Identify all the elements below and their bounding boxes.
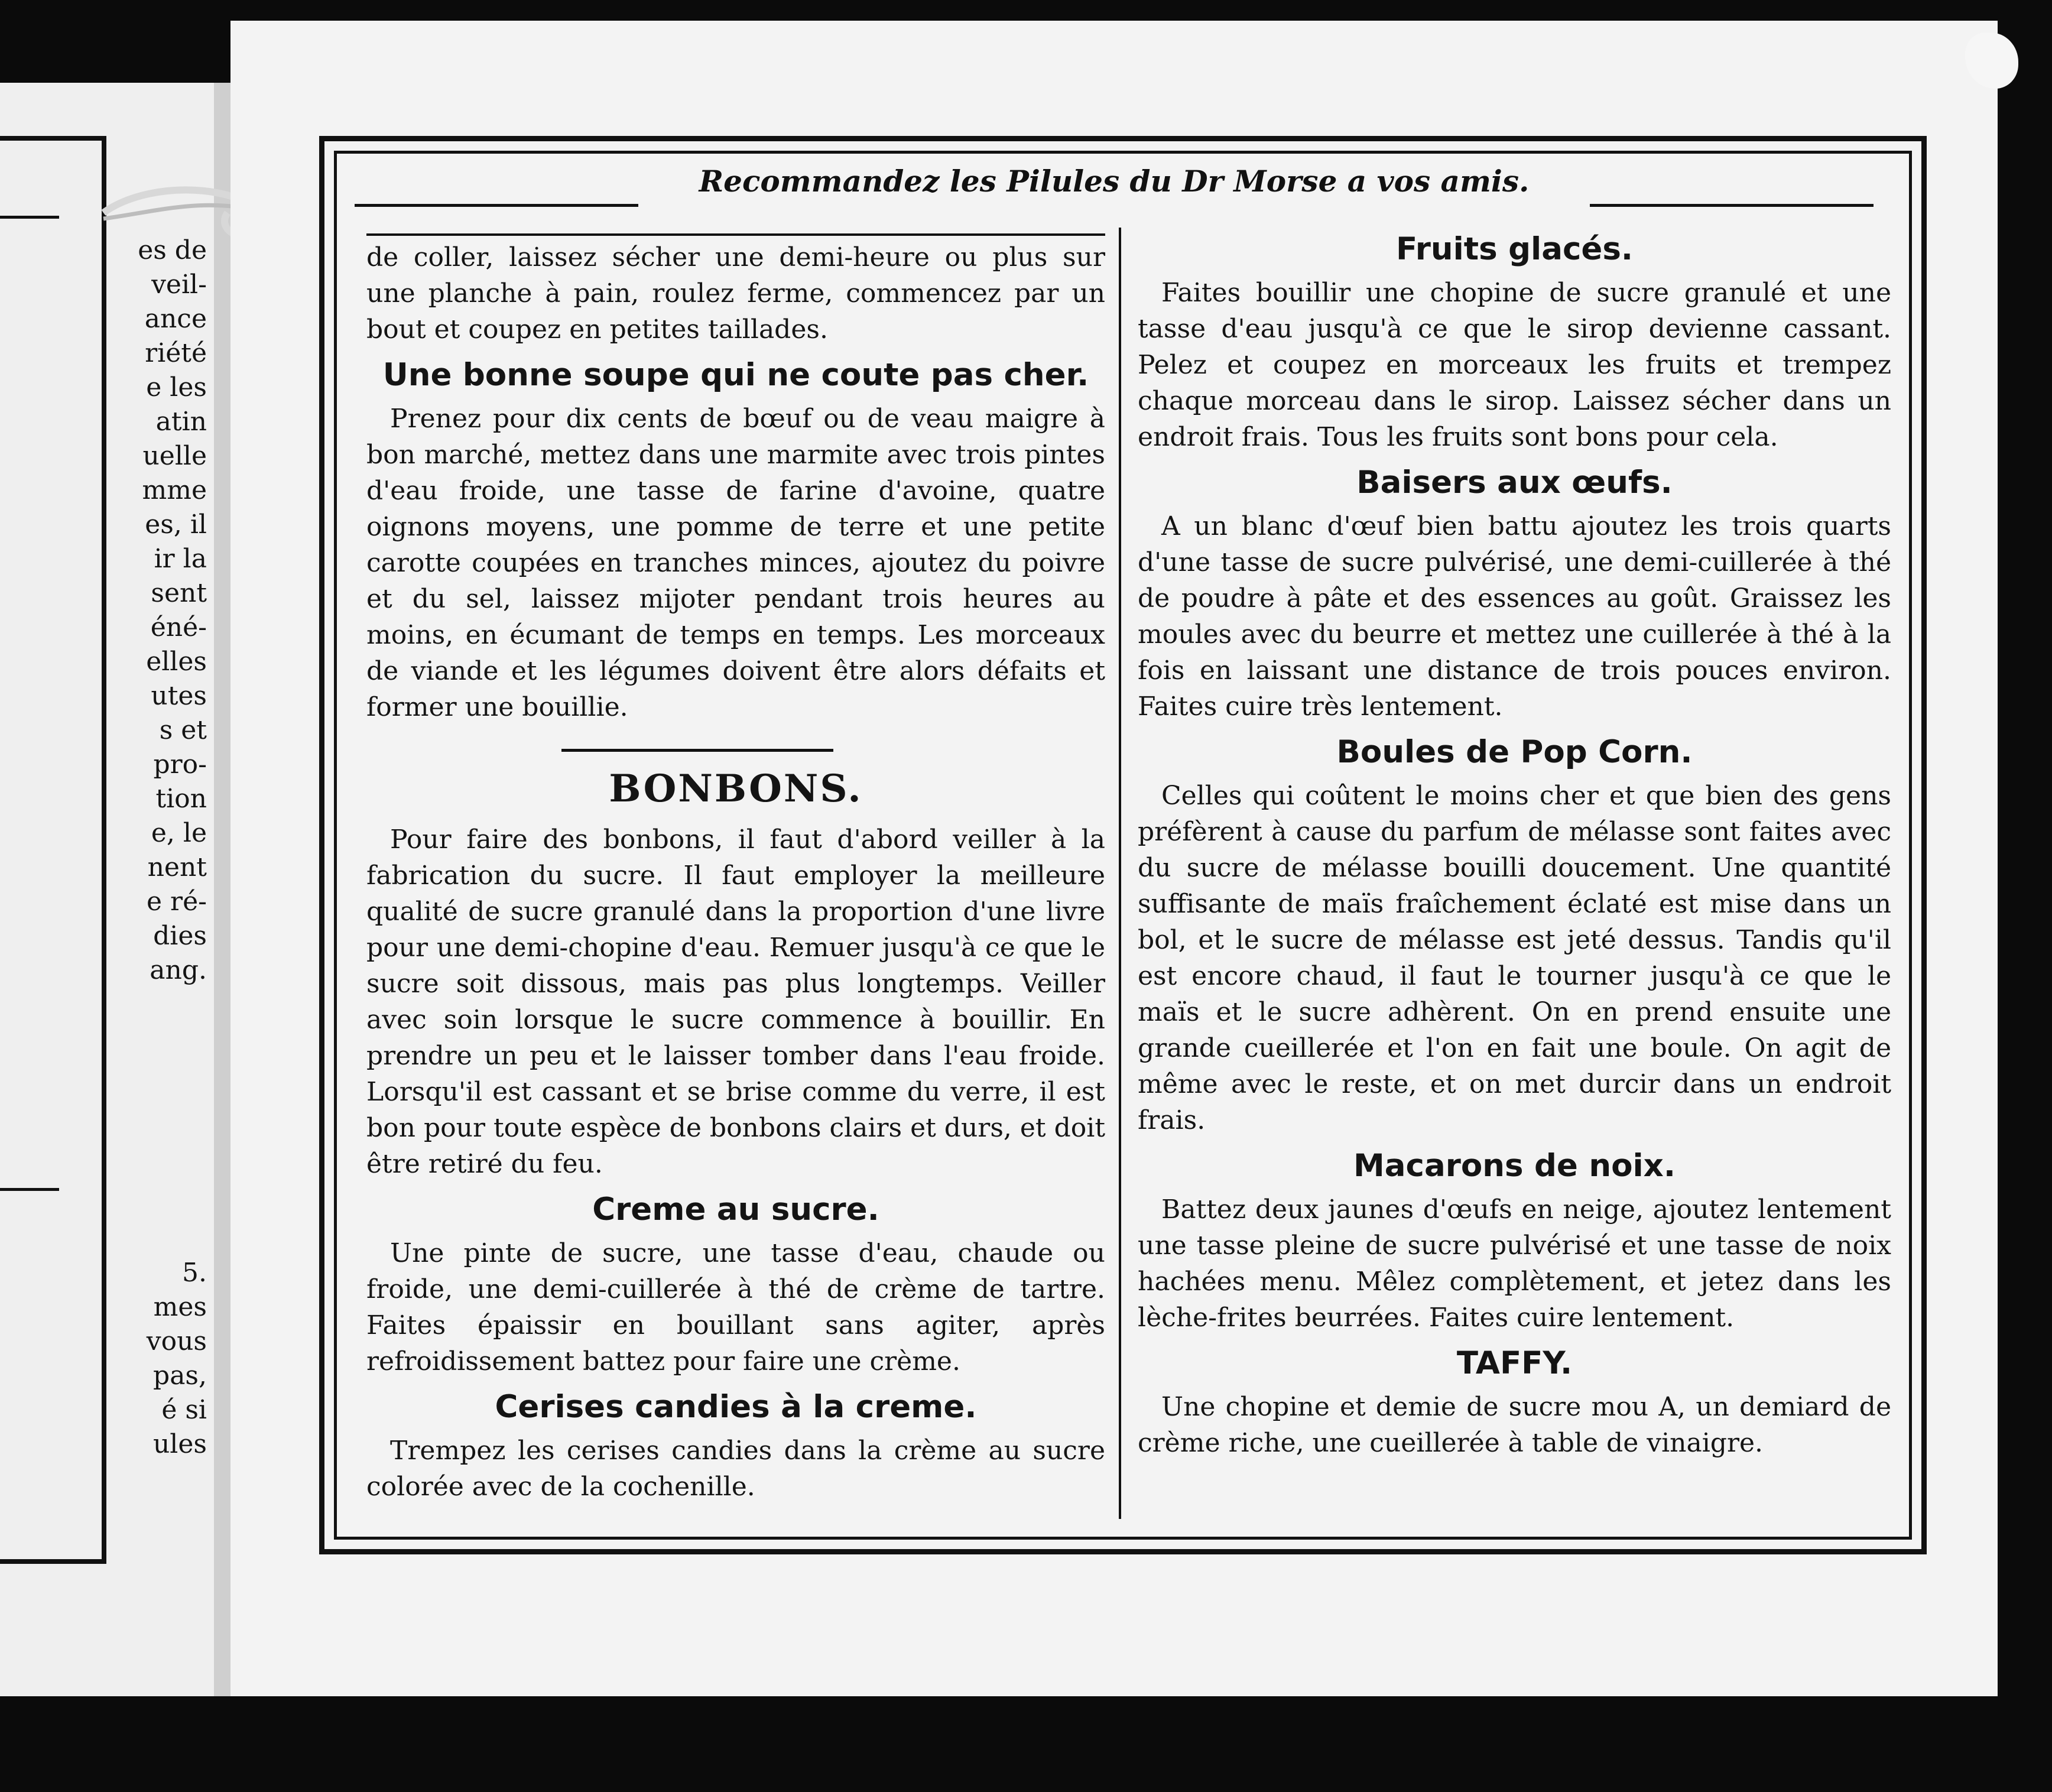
recipe-paragraph: Prenez pour dix cents de bœuf ou de veau maigre à bon marché, mettez dans une marmite avec trois pintes d'eau froide, une tasse de farine d'avoine, quatre oignons moyens, une pomme de terre et une petite carotte coupées en tranches minces, ajoutez du poivre et du sel, laissez mijoter pendant trois heures au moins, en écumant de temps en temps. Les morceaux de viande et les légumes doivent être alors défaits et former une bouillie. (366, 404, 1105, 722)
section-divider (561, 749, 833, 752)
left-page-fragment: es, il (145, 509, 207, 540)
left-page-fragment: utes (151, 681, 207, 711)
left-page-fragment: e les (146, 372, 207, 402)
header-rule-right (1590, 204, 1874, 207)
left-page-fragment: mes (153, 1292, 207, 1322)
left-page-fragment: e ré- (147, 887, 207, 917)
section-heading: TAFFY. (1456, 1345, 1573, 1381)
section-heading: Une bonne soupe qui ne coute pas cher. (382, 357, 1089, 393)
left-page-fragment: s et (159, 715, 207, 745)
column-divider (1119, 228, 1121, 1519)
left-page-fragment: éné- (150, 612, 207, 642)
left-page-fragment: uelle (142, 441, 207, 471)
left-page-frame (0, 136, 106, 1564)
left-page-fragment: mme (142, 475, 207, 505)
left-page-fragment: dies (153, 921, 207, 951)
left-page-fragment: pro- (153, 749, 207, 780)
column-top-rule (366, 233, 1105, 236)
left-page-fragment: tion (155, 784, 207, 814)
section-heading: Boules de Pop Corn. (1336, 734, 1693, 770)
left-page-fragment: é si (161, 1395, 207, 1425)
left-page-fragment: nent (147, 852, 207, 882)
left-page-fragment: ang. (150, 955, 207, 985)
left-page-fragment: pas, (153, 1361, 207, 1391)
recipe-paragraph: Faites bouillir une chopine de sucre granulé et une tasse d'eau jusqu'à ce que le sirop devienne cassant. Pelez et coupez en morceaux les fruits et trempez chaque morceau dans le sirop. Laissez sécher dans un endroit frais. Tous les fruits sont bons pour cela. (1138, 278, 1891, 452)
left-page-text-lower (130, 1256, 207, 1462)
recipe-paragraph: de coller, laissez sécher une demi-heure ou plus sur une planche à pain, roulez ferme, commencez par un bout et coupez en petites taillades. (366, 242, 1105, 345)
left-page-rule (0, 216, 59, 219)
left-page-text-upper (130, 233, 207, 988)
left-page-fragment: vous (146, 1326, 207, 1356)
header-rule-left (355, 204, 638, 207)
recipe-paragraph: Une chopine et demie de sucre mou A, un demiard de crème riche, une cueillerée à table de vinaigre. (1138, 1392, 1891, 1458)
left-page-fragment: e, le (151, 818, 207, 848)
section-heading: Fruits glacés. (1395, 231, 1634, 267)
left-page (0, 83, 219, 1696)
section-heading: Cerises candies à la creme. (495, 1389, 977, 1425)
left-page-fragment: sent (151, 578, 207, 608)
right-column (1138, 222, 1891, 1468)
recipe-paragraph: A un blanc d'œuf bien battu ajoutez les trois quarts d'une tasse de sucre pulvérisé, une demi-cuillerée à thé de poudre à pâte et des essences au goût. Graissez les moules avec du beurre et mettez une cuillerée à thé à la fois en laissant une distance de trois pouces environ. Faites cuire très lentement. (1138, 511, 1891, 722)
left-page-fragment: atin (155, 407, 207, 437)
left-column (366, 239, 1105, 1512)
left-page-rule (0, 1188, 59, 1191)
left-page-fragment: ules (152, 1429, 207, 1459)
left-page-fragment: ance (144, 304, 207, 334)
book-gutter (214, 83, 232, 1696)
section-heading: Macarons de noix. (1353, 1148, 1676, 1184)
left-page-fragment: ir la (154, 544, 207, 574)
section-heading: Creme au sucre. (592, 1192, 879, 1228)
recipe-paragraph: Pour faire des bonbons, il faut d'abord veiller à la fabrication du sucre. Il faut employer la meilleure qualité de sucre granulé dans la proportion d'une livre pour une demi-chopine d'eau. Remuer jusqu'à ce que le sucre soit dissous, mais pas plus longtemps. Veiller avec soin lorsque le sucre commence à bouillir. En prendre un peu et le laisser tomber dans l'eau froide. Lorsqu'il est cassant et se brise comme du verre, il est bon pour toute espèce de bonbons clairs et durs, et doit être retiré du feu. (366, 824, 1105, 1179)
section-heading: BONBONS. (609, 767, 863, 811)
left-page-fragment: riété (145, 338, 207, 368)
left-page-fragment: 5. (182, 1258, 207, 1288)
recipe-paragraph: Celles qui coûtent le moins cher et que bien des gens préfèrent à cause du parfum de mélasse sont faites avec du sucre de mélasse bouilli doucement. Une quantité suffisante de maïs fraîchement éclaté est mise dans un bol, et le sucre de mélasse est jeté dessus. Tandis qu'il est encore chaud, il faut le tourner jusqu'à ce que le maïs et le sucre adhèrent. On en prend ensuite une grande cueillerée et l'on en fait une boule. On agit de même avec le reste, et on met durcir dans un endroit frais. (1138, 781, 1891, 1135)
recipe-paragraph: Trempez les cerises candies dans la crème au sucre colorée avec de la cochenille. (366, 1436, 1105, 1502)
section-heading: Baisers aux œufs. (1356, 465, 1673, 501)
recipe-paragraph: Battez deux jaunes d'œufs en neige, ajoutez lentement une tasse pleine de sucre pulvérisé et une tasse de noix hachées menu. Mêlez complètement, et jetez dans les lèche-frites beurrées. Faites cuire lentement. (1138, 1194, 1891, 1333)
left-page-fragment: veil- (151, 270, 207, 300)
left-page-fragment: elles (146, 647, 207, 677)
page-header: Recommandez les Pilules du Dr Morse a vos amis. (699, 164, 1530, 199)
recipe-paragraph: Une pinte de sucre, une tasse d'eau, chaude ou froide, une demi-cuillerée à thé de crème de tartre. Faites épaissir en bouillant sans agiter, après refroidissement battez pour faire une crème. (366, 1238, 1105, 1377)
left-page-fragment: es de (138, 235, 207, 265)
